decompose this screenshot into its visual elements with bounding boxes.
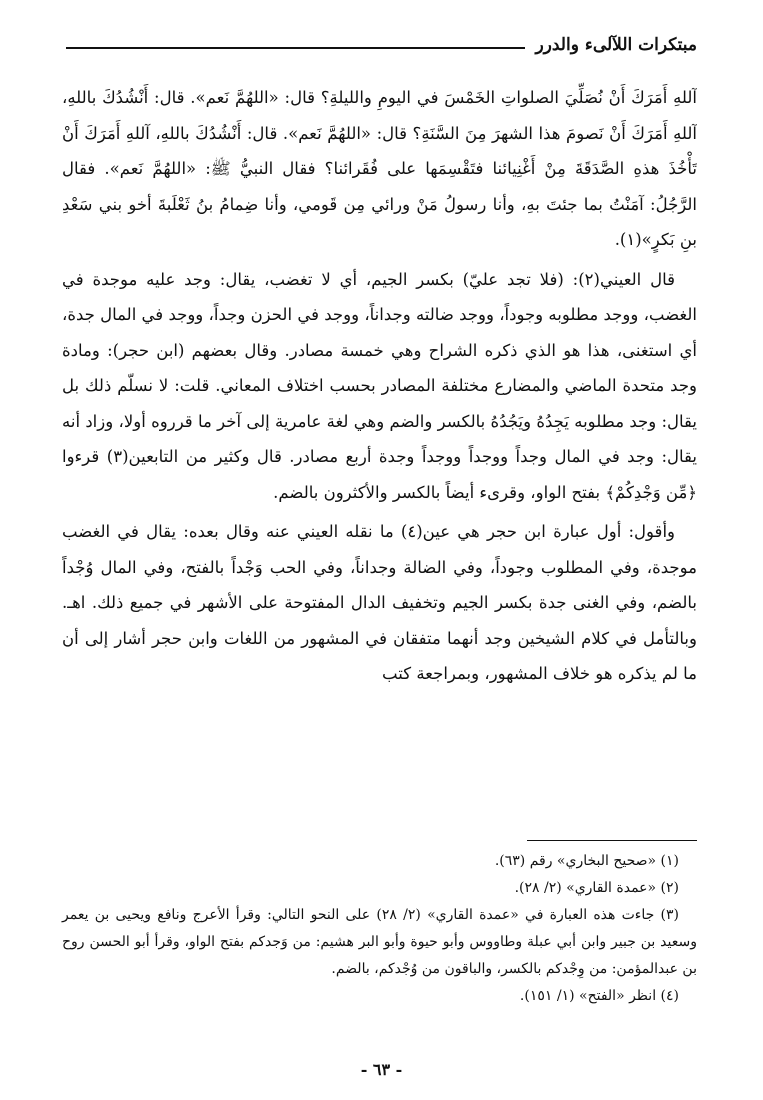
paragraph-author: وأقول: أول عبارة ابن حجر هي عين(٤) ما نقله العيني عنه وقال بعده: يقال في الغضب موجدة، وفي المطلوب وجوداً، وفي الضالة وجداناً، وفي الحب وَجْداً بالفتح، وفي المال وُجْداً بالضم، وفي الغنى جدة بكسر الجيم وتخفيف الدال المفتوحة على الأشهر في جميع ذلك. اهـ. وبالتأمل في كلام الشيخين وجد أنهما متفقان في المشهور من اللغات وابن حجر أشار إلى أن ما لم يذكره هو خلاف المشهور، وبمراجعة كتب bbox=[62, 522, 697, 683]
paragraph-hadith: آللهِ أَمَرَكَ أَنْ نُصَلِّيَ الصلواتِ الخَمْسَ في اليومِ والليلةِ؟ قال: «اللهُمَّ نَعم». قال: أَنْشُدُكَ باللهِ، آللهِ أَمَرَكَ أَنْ نَصومَ هذا الشهرَ مِنَ السَّنَةِ؟ قال: «اللهُمَّ نَعم». قال: أَنْشُدُكَ باللهِ، آللهِ أَمَرَكَ أَنْ تَأْخُذَ هذهِ الصَّدَقَةَ مِنْ أَغْنِيائنا فتَقْسِمَها على فُقَرائنا؟ فقال النبيُّ ﷺ: «اللهُمَّ نَعم». فقال الرَّجُلُ: آمَنْتُ بما جئتَ بهِ، وأنا رسولُ مَنْ ورائي مِن قَومي، وأنا ضِمامُ بنُ ثَعْلَبةَ أخو بني سَعْدِ بنِ بَكرٍ»(١). bbox=[62, 88, 697, 249]
header-rule bbox=[66, 47, 525, 49]
header-title: مبتكرات اللآلىء والدرر bbox=[535, 35, 697, 55]
running-header bbox=[66, 30, 697, 60]
footnote-4: (٤) انظر «الفتح» (١/ ١٥١). bbox=[519, 988, 679, 1004]
footnote-separator bbox=[527, 840, 697, 841]
main-text bbox=[62, 80, 697, 835]
footnote-1: (١) «صحيح البخاري» رقم (٦٣). bbox=[494, 853, 679, 869]
footnotes bbox=[62, 848, 697, 1010]
footnote-3: (٣) جاءت هذه العبارة في «عمدة القاري» (٢/ ٢٨) على النحو التالي: وقرأ الأعرج ونافع ويحيى بن يعمر وسعيد بن جبير وابن أبي عبلة وطاووس وأبو حيوة وأبو البر هشيم: من وَجدكم بفتح الواو، وقرأ أبو الحسن روح بن عبدالمؤمن: من وِجْدكم بالكسر، والباقون من وُجْدكم، بالضم. bbox=[62, 907, 697, 977]
footnote-2: (٢) «عمدة القاري» (٢/ ٢٨). bbox=[514, 880, 679, 896]
page-number: - ٦٣ - bbox=[360, 1060, 403, 1079]
paragraph-aini: قال العيني(٢): (فلا تجد عليّ) بكسر الجيم، أي لا تغضب، يقال: وجد عليه موجدة في الغضب، ووجد مطلوبه وجوداً، ووجد ضالته وجداناً، ووجد في الحزن وجداً، ووجد في المال جدة، أي استغنى، هذا هو الذي ذكره الشراح وهي خمسة مصادر. وقال بعضهم (ابن حجر): ومادة وجد متحدة الماضي والمضارع مختلفة المصادر بحسب اختلاف المعاني. قلت: لا نسلّم ذلك بل يقال: وجد مطلوبه يَجِدُهُ ويَجُدُهُ بالكسر والضم وهي لغة عامرية إلى آخر ما قرروه أولا، وزاد أنه يقال: وجد في المال وجداً ووجداً ووجداً وجدة أربع مصادر. قال وكثير من التابعين(٣) قرءوا ﴿مِّن وَجْدِكُمْ﴾ بفتح الواو، وقرىء أيضاً بالكسر والأكثرون بالضم. bbox=[62, 269, 697, 502]
